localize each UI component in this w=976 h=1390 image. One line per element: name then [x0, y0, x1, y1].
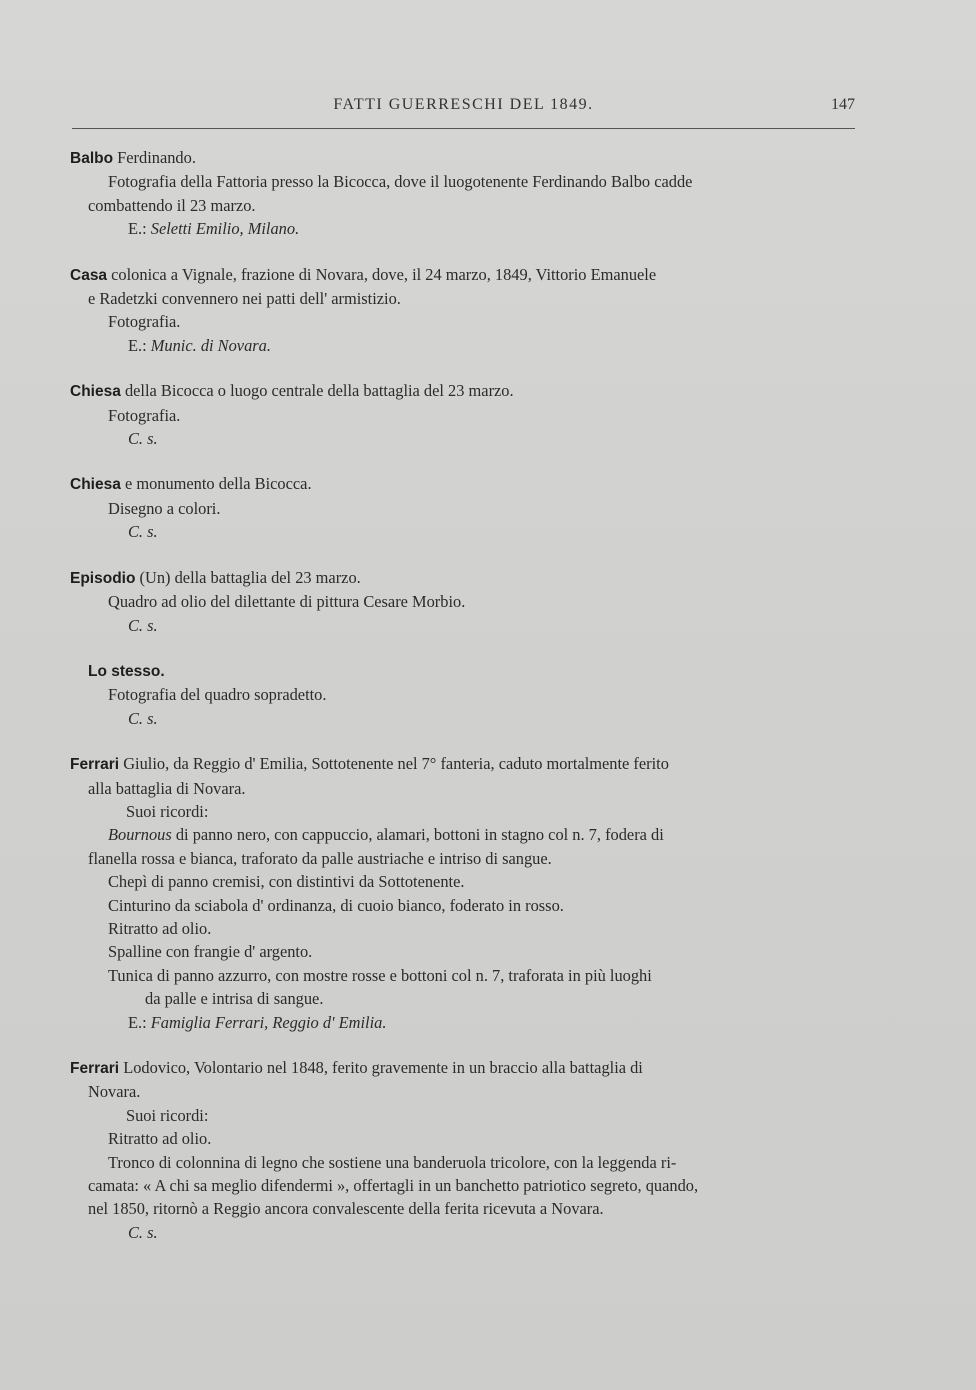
entry-keyword: Episodio	[70, 569, 136, 587]
entry-owner	[70, 1011, 856, 1034]
entry-heading-text: Lodovico, Volontario nel 1848, ferito gravemente in un braccio alla battaglia di	[119, 1058, 643, 1077]
entry-owner: C. s.	[128, 708, 158, 728]
running-title: FATTI GUERRESCHI DEL 1849.	[333, 96, 594, 113]
entry-heading	[70, 146, 856, 170]
entry-heading	[70, 659, 856, 683]
entry-heading	[70, 472, 856, 496]
entry-owner	[70, 217, 856, 240]
memento-item: Cinturino da sciabola d' ordinanza, di cuoio bianco, foderato in rosso.	[108, 895, 564, 915]
entry-heading-text: della Bicocca o luogo centrale della battaglia del 23 marzo.	[120, 381, 514, 401]
owner-name: Munic. di Novara.	[150, 335, 271, 355]
owner-prefix: E.:	[128, 1012, 151, 1032]
entry-heading-text: colonica a Vignale, frazione di Novara, dove, il 24 marzo, 1849, Vittorio Emanuele	[107, 264, 657, 284]
entry-heading-cont: e Radetzki convennero nei patti dell' armistizio.	[88, 289, 401, 309]
entry-heading	[70, 263, 856, 287]
entry-description: Fotografia del quadro sopradetto.	[108, 685, 327, 705]
header-rule	[72, 128, 855, 129]
memento-item: Tronco di colonnina di legno che sostiene una banderuola tricolore, con la leggenda ri-	[108, 1152, 677, 1172]
catalog-entry	[70, 146, 856, 241]
mementos-label: Suoi ricordi:	[126, 801, 209, 821]
memento-item: Spalline con frangie d' argento.	[108, 942, 313, 962]
entry-description: Fotografia della Fattoria presso la Bicocca, dove il luogotenente Ferdinando Balbo cadde	[108, 172, 693, 192]
memento-item: Chepì di panno cremisi, con distintivi da Sottotenente.	[108, 872, 465, 892]
catalog-entry	[70, 1056, 856, 1244]
entry-description: Quadro ad olio del dilettante di pittura Cesare Morbio.	[108, 592, 466, 612]
memento-item-cont: camata: « A chi sa meglio difendermi », offertagli in un banchetto patriotico segreto, quando,	[88, 1176, 699, 1196]
entry-heading	[70, 752, 856, 776]
catalog-entry	[70, 472, 856, 543]
entry-keyword: Ferrari	[70, 1060, 120, 1077]
mementos-label: Suoi ricordi:	[126, 1105, 209, 1125]
memento-item: Tunica di panno azzurro, con mostre rosse e bottoni col n. 7, traforata in più luoghi	[108, 965, 652, 985]
owner-prefix: E.:	[128, 219, 151, 239]
entry-heading	[70, 1056, 856, 1080]
entry-owner: C. s.	[128, 615, 158, 635]
memento-item: Ritratto ad olio.	[108, 918, 212, 938]
memento-item-cont: da palle e intrisa di sangue.	[145, 989, 324, 1009]
catalog-entry	[70, 379, 856, 450]
entry-description-cont: combattendo il 23 marzo.	[88, 195, 256, 215]
memento-item: Ritratto ad olio.	[108, 1129, 212, 1149]
entry-owner: C. s.	[128, 429, 158, 449]
entry-heading-cont: Novara.	[88, 1082, 141, 1102]
entry-heading-text: (Un) della battaglia del 23 marzo.	[135, 567, 361, 587]
entry-heading-text: Ferdinando.	[113, 148, 196, 167]
entry-keyword: Ferrari	[70, 756, 120, 774]
catalog-entry	[70, 566, 856, 637]
memento-text: di panno nero, con cappuccio, alamari, bottoni in stagno col n. 7, fodera di	[171, 825, 664, 845]
entry-description: Fotografia.	[108, 405, 181, 425]
catalog-entries	[70, 146, 856, 1266]
entry-description: Disegno a colori.	[108, 498, 221, 518]
entry-keyword: Balbo	[70, 150, 114, 167]
entry-keyword: Casa	[70, 266, 108, 284]
memento-item-cont: nel 1850, ritornò a Reggio ancora convalescente della ferita ricevuta a Novara.	[88, 1199, 604, 1219]
entry-owner: C. s.	[128, 1222, 158, 1242]
catalog-entry	[70, 659, 856, 730]
entry-keyword: Chiesa	[70, 476, 121, 494]
entry-keyword: Lo stesso.	[88, 662, 165, 680]
memento-item	[70, 823, 856, 846]
entry-description: Fotografia.	[108, 312, 181, 332]
entry-keyword: Chiesa	[70, 383, 121, 401]
page-header	[72, 96, 855, 120]
entry-heading	[70, 379, 856, 403]
catalog-entry	[70, 752, 856, 1034]
entry-heading-cont: alla battaglia di Novara.	[88, 778, 246, 798]
catalog-entry	[70, 263, 856, 358]
owner-name: Seletti Emilio, Milano.	[150, 219, 300, 239]
owner-name: Famiglia Ferrari, Reggio d' Emilia.	[150, 1012, 387, 1032]
memento-italic: Bournous	[108, 825, 172, 845]
entry-heading	[70, 566, 856, 590]
entry-heading-text: Giulio, da Reggio d' Emilia, Sottotenente nel 7° fanteria, caduto mortalmente ferito	[119, 754, 669, 774]
entry-owner: C. s.	[128, 522, 158, 542]
entry-heading-text: e monumento della Bicocca.	[120, 474, 312, 494]
page-number: 147	[831, 96, 855, 113]
owner-prefix: E.:	[128, 335, 151, 355]
entry-owner	[70, 334, 856, 357]
memento-item-cont: flanella rossa e bianca, traforato da palle austriache e intriso di sangue.	[88, 848, 552, 868]
